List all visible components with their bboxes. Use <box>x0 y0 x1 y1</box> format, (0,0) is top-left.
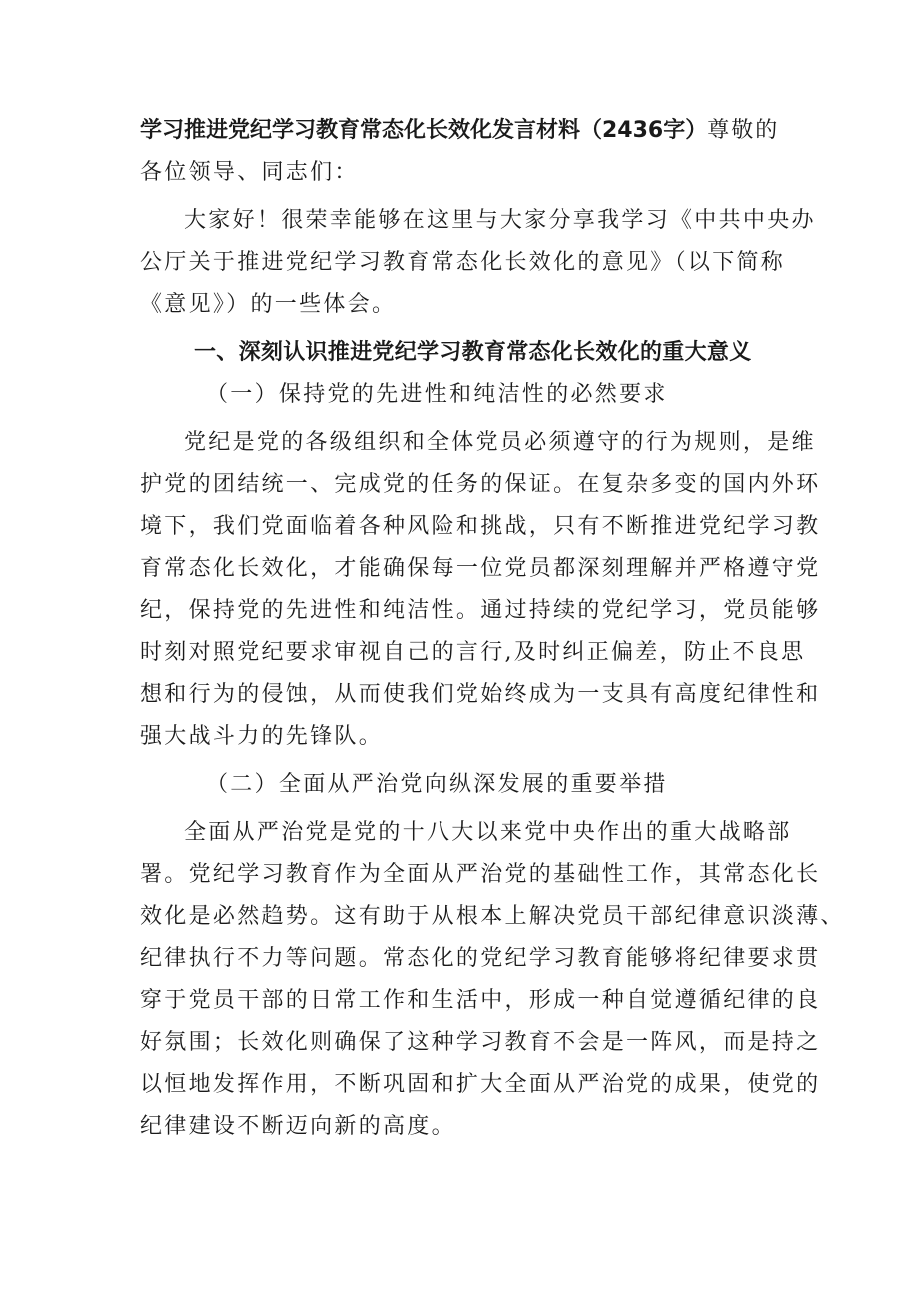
subsection-heading: （一）保持党的先进性和纯洁性的必然要求 <box>206 382 668 407</box>
paragraph-line: 境下，我们党面临着各种风险和挑战，只有不断推进党纪学习教 <box>140 514 821 539</box>
body-paragraph <box>140 812 845 1148</box>
paragraph-line: 以恒地发挥作用，不断巩固和扩大全面从严治党的成果，使党的 <box>140 1072 821 1097</box>
paragraph-line: 《意见》）的一些体会。 <box>140 292 397 317</box>
paragraph-line: 想和行为的侵蚀，从而使我们党始终成为一支具有高度纪律性和 <box>140 682 821 707</box>
paragraph-line: 时刻对照党纪要求审视自己的言行,及时纠正偏差，防止不良思 <box>140 640 806 665</box>
paragraph-line: 纪律建设不断迈向新的高度。 <box>140 1114 456 1139</box>
paragraph-line: 党纪是党的各级组织和全体党员必须遵守的行为规则，是维 <box>184 430 816 455</box>
paragraph-line: 育常态化长效化，才能确保每一位党员都深刻理解并严格遵守党 <box>140 556 821 581</box>
document-title-line <box>140 110 786 152</box>
paragraph-line: 好氛围；长效化则确保了这种学习教育不会是一阵风，而是持之 <box>140 1030 821 1055</box>
paragraph-line: 大家好！很荣幸能够在这里与大家分享我学习《中共中央办 <box>184 208 816 233</box>
paragraph-line: 全面从严治党是党的十八大以来党中央作出的重大战略部 <box>184 820 792 845</box>
paragraph-line: 纪，保持党的先进性和纯洁性。通过持续的党纪学习，党员能够 <box>140 598 821 623</box>
subsection-heading: （二）全面从严治党向纵深发展的重要举措 <box>206 772 668 797</box>
intro-paragraph <box>140 200 816 326</box>
greeting: 各位领导、同志们： <box>140 160 359 185</box>
paragraph-line: 署。党纪学习教育作为全面从严治党的基础性工作，其常态化长 <box>140 862 821 887</box>
paragraph-line: 强大战斗力的先锋队。 <box>140 724 384 749</box>
paragraph-line: 护党的团结统一、完成党的任务的保证。在复杂多变的国内外环 <box>140 472 821 497</box>
document-title: 学习推进党纪学习教育常态化长效化发言材料（2436字） <box>140 118 708 143</box>
paragraph-line: 纪律执行不力等问题。常态化的党纪学习教育能够将纪律要求贯 <box>140 946 821 971</box>
document-page <box>140 110 845 1148</box>
paragraph-line: 效化是必然趋势。这有助于从根本上解决党员干部纪律意识淡薄、 <box>140 904 845 929</box>
greeting-start: 尊敬的 <box>707 118 780 143</box>
section-heading: 一、深刻认识推进党纪学习教育常态化长效化的重大意义 <box>194 340 752 365</box>
paragraph-line: 穿于党员干部的日常工作和生活中，形成一种自觉遵循纪律的良 <box>140 988 821 1013</box>
paragraph-line: 公厅关于推进党纪学习教育常态化长效化的意见》（以下简称 <box>140 250 786 275</box>
body-paragraph <box>140 422 821 758</box>
